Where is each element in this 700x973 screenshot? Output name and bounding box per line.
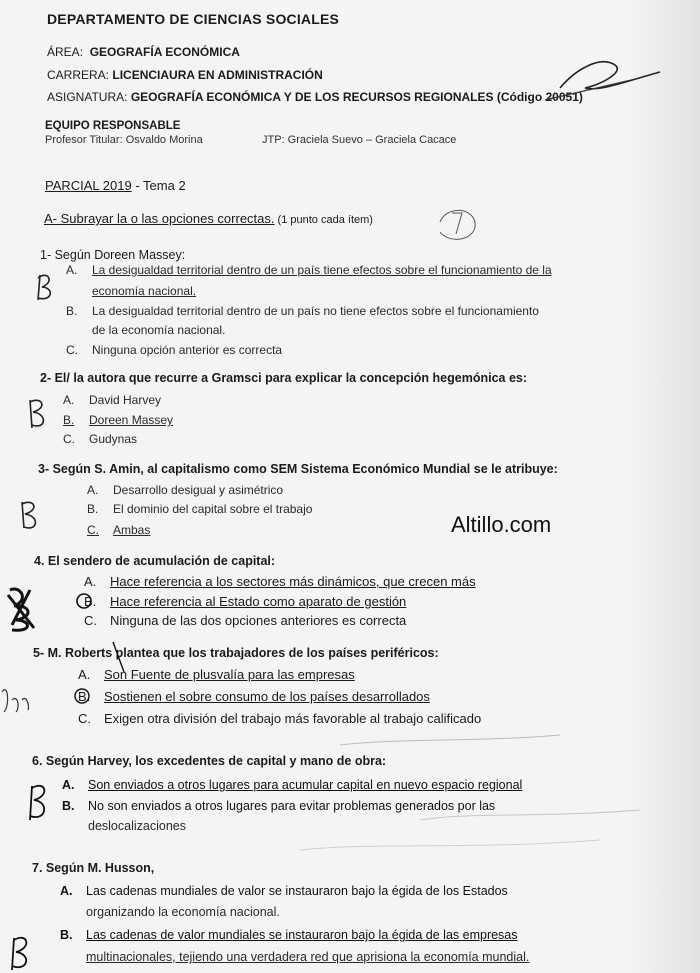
score-mark — [452, 213, 462, 234]
question-6: 6. Según Harvey, los excedentes de capital y mano de obra: — [32, 754, 387, 768]
answer-b-mark-1 — [38, 275, 50, 300]
question-3: 3- Según S. Amin, al capitalismo como SEM Sistema Económico Mundial se le atribuye: — [38, 462, 558, 476]
bleed-through-1 — [340, 735, 560, 745]
q7-option-b-cont: multinacionales, tejiendo una verdadera red que aprisiona la economía mundial. — [86, 950, 530, 964]
q4-circle-b — [77, 594, 91, 608]
jtp-line: JTP: Graciela Suevo – Graciela Cacace — [262, 134, 457, 146]
question-1: 1- Según Doreen Massey: — [40, 248, 186, 262]
parcial-label: PARCIAL 2019 — [45, 178, 132, 193]
q2-option-c: C. Gudynas — [63, 432, 138, 446]
watermark: Altillo.com — [451, 512, 552, 537]
bleed-through-3 — [300, 840, 600, 850]
question-7: 7. Según M. Husson, — [32, 861, 155, 875]
q3-option-b: B. El dominio del capital sobre el trabajo — [87, 502, 313, 516]
margin-scrawl — [2, 690, 29, 712]
q7-option-a: A. Las cadenas mundiales de valor se instauraron bajo la égida de los Estados — [60, 884, 508, 898]
q4-option-a: A. Hace referencia a los sectores más dinámicos, que crecen más — [84, 574, 476, 589]
area-value: GEOGRAFÍA ECONÓMICA — [89, 45, 240, 59]
q6-option-a: A. Son enviados a otros lugares para acumular capital en nuevo espacio regional — [62, 778, 523, 792]
q1-option-a-cont: economía nacional. — [92, 284, 197, 298]
q5-slash — [113, 642, 124, 672]
profesor-line: Profesor Titular: Osvaldo Morina — [45, 134, 203, 146]
answer-b-mark-6 — [30, 786, 44, 820]
section-a-title: A- Subrayar la o las opciones correctas. — [44, 211, 275, 226]
question-2: 2- El/ la autora que recurre a Gramsci para explicar la concepción hegemónica es: — [40, 371, 528, 385]
q7-option-b: B. Las cadenas de valor mundiales se instauraron bajo la égida de las empresas — [60, 928, 518, 942]
carrera-value: LICENCIAURA EN ADMINISTRACIÓN — [112, 68, 323, 82]
q5-circle-b — [75, 689, 89, 703]
q1-option-b: B. La desigualdad territorial dentro de un país no tiene efectos sobre el funcionamiento — [66, 304, 539, 318]
q6-option-b: B. No son enviados a otros lugares para evitar problemas generados por las — [62, 799, 496, 813]
q7-option-a-cont: organizando la economía nacional. — [86, 905, 280, 919]
question-5: 5- M. Roberts plantea que los trabajadores de los países periféricos: — [33, 646, 439, 660]
bleed-through-2 — [420, 810, 640, 820]
answer-b-mark-2 — [30, 400, 43, 428]
answer-b-mark-3 — [22, 502, 35, 528]
tema-label: - Tema 2 — [131, 178, 186, 193]
carrera-label: CARRERA: — [47, 68, 110, 82]
q3-option-a: A. Desarrollo desigual y asimétrico — [87, 483, 284, 497]
answer-b-mark-7 — [12, 938, 26, 970]
q2-option-b: B. Doreen Massey — [63, 413, 174, 427]
q4-option-b: B. Hace referencia al Estado como aparato de gestión — [84, 594, 407, 609]
area-label: ÁREA: — [47, 45, 84, 59]
q1-option-c: C. Ninguna opción anterior es correcta — [66, 343, 283, 357]
q6-option-b-cont: deslocalizaciones — [88, 819, 186, 833]
department-title: DEPARTAMENTO DE CIENCIAS SOCIALES — [47, 11, 340, 27]
signature-stroke — [545, 78, 640, 100]
q1-option-a: A. La desigualdad territorial dentro de un país tiene efectos sobre el funcionamiento de la — [66, 263, 552, 277]
cross-out-scribble — [8, 589, 34, 630]
asignatura-label: ASIGNATURA: — [47, 90, 128, 104]
q5-option-a: A. Son Fuente de plusvalía para las empresas — [78, 667, 355, 682]
question-4: 4. El sendero de acumulación de capital: — [34, 554, 276, 568]
equipo-title: EQUIPO RESPONSABLE — [45, 120, 181, 132]
section-a-note: (1 punto cada ítem) — [274, 214, 373, 226]
q2-option-a: A. David Harvey — [63, 393, 162, 407]
score-circle — [440, 210, 475, 239]
q1-option-b-cont: de la economía nacional. — [92, 323, 226, 337]
asignatura-value: GEOGRAFÍA ECONÓMICA Y DE LOS RECURSOS REGIONALES (Código 20051) — [130, 90, 583, 104]
q5-option-b: B. Sostienen el sobre consumo de los países desarrollados — [78, 689, 430, 704]
q4-option-c: C. Ninguna de las dos opciones anteriores es correcta — [84, 613, 407, 628]
q5-option-c: C. Exigen otra división del trabajo más favorable al trabajo calificado — [78, 711, 482, 726]
q3-option-c: C. Ambas — [87, 523, 151, 537]
